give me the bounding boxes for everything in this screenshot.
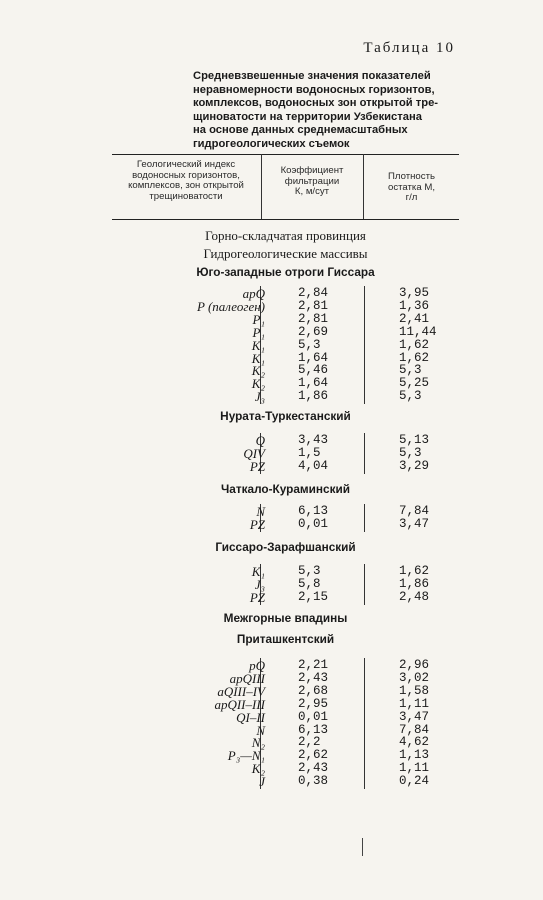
residue-density: 1,86 xyxy=(399,576,430,591)
table-label: Таблица 10 xyxy=(363,40,455,56)
caption-line: щиноватости на территории Узбекистана xyxy=(193,110,422,123)
residue-density: 2,48 xyxy=(399,589,430,604)
column-header-density: Плотность остатка М, г/л xyxy=(387,171,435,204)
residue-density: 5,3 xyxy=(399,445,422,460)
residue-density: 1,11 xyxy=(399,761,430,776)
province-title: Горно-складчатая провинция xyxy=(205,228,366,243)
subprovince-title: Гидрогеологические массивы xyxy=(203,246,368,261)
group-title: Гиссаро-Зарафшанский xyxy=(215,540,356,554)
residue-density: 1,11 xyxy=(399,696,430,711)
filtration-coefficient: 5,8 xyxy=(298,576,321,591)
geologic-index: K₂ xyxy=(251,376,265,392)
geologic-index: PZ xyxy=(249,516,265,532)
geologic-index: N₂ xyxy=(251,735,265,751)
section-title-intermountain: Межгорные впадины xyxy=(223,611,348,625)
residue-density: 1,62 xyxy=(399,337,430,352)
caption-line: на основе данных среднемасштабных xyxy=(193,124,408,137)
filtration-coefficient: 2,15 xyxy=(298,589,329,604)
geologic-index: N xyxy=(256,504,265,519)
residue-density: 1,58 xyxy=(399,683,430,698)
geologic-index: PZ xyxy=(249,458,265,474)
filtration-coefficient: 6,13 xyxy=(298,504,329,518)
header-top-rule xyxy=(112,154,459,155)
caption-line: гидрогеологических съемок xyxy=(193,137,350,150)
filtration-coefficient: 6,13 xyxy=(298,722,329,737)
caption-line: комплексов, водоносных зон открытой тре- xyxy=(193,97,439,110)
residue-density: 3,47 xyxy=(399,709,430,724)
table-row xyxy=(112,460,459,473)
geologic-index: N xyxy=(256,722,265,738)
table-row xyxy=(112,339,459,352)
residue-density: 3,47 xyxy=(399,516,430,531)
residue-density: 11,44 xyxy=(399,324,437,339)
column-header-index: Геологический индекс водоносных горизонтов, комплексов, зон открытой трещиноватости xyxy=(128,159,244,202)
residue-density: 5,3 xyxy=(399,363,422,378)
column-header-filtration: Коэффициент фильтрации К, м/сут xyxy=(280,165,344,198)
geologic-index: J₃ xyxy=(254,389,265,405)
table-row xyxy=(112,672,459,685)
filtration-coefficient: 2,68 xyxy=(298,683,329,698)
geologic-index: PZ xyxy=(249,589,265,605)
geologic-index: apQIII xyxy=(229,670,265,686)
table-row xyxy=(112,775,459,788)
geologic-index: K₁ xyxy=(251,564,265,579)
geologic-index: pQ xyxy=(249,658,265,673)
geologic-index: aQIII–IV xyxy=(217,683,265,699)
table-row xyxy=(112,711,459,724)
filtration-coefficient: 1,86 xyxy=(298,389,329,404)
residue-density: 1,62 xyxy=(399,350,430,365)
residue-density: 3,02 xyxy=(399,670,430,685)
filtration-coefficient: 0,38 xyxy=(298,774,329,789)
residue-density: 7,84 xyxy=(399,504,430,518)
table-row xyxy=(112,313,459,326)
geologic-index: P (палеоген) xyxy=(197,298,265,314)
filtration-coefficient: 5,3 xyxy=(298,564,321,578)
residue-density: 2,96 xyxy=(399,658,430,672)
filtration-coefficient: 2,43 xyxy=(298,761,329,776)
residue-density: 5,25 xyxy=(399,376,430,391)
residue-density: 1,36 xyxy=(399,298,430,313)
geologic-index: J xyxy=(259,774,265,790)
geologic-index: QI–II xyxy=(236,709,265,725)
residue-density: 3,95 xyxy=(399,286,430,300)
table-row xyxy=(112,300,459,313)
residue-density: 4,62 xyxy=(399,735,430,750)
filtration-coefficient: 0,01 xyxy=(298,709,329,724)
filtration-coefficient: 4,04 xyxy=(298,458,329,473)
group-title: Чаткало-Кураминский xyxy=(220,482,350,496)
geologic-index: K₁ xyxy=(251,350,265,366)
residue-density: 1,13 xyxy=(399,748,430,763)
filtration-coefficient: 2,95 xyxy=(298,696,329,711)
residue-density: 2,41 xyxy=(399,311,430,326)
table-row xyxy=(112,326,459,339)
geologic-index: K₁ xyxy=(251,337,265,353)
filtration-coefficient: 2,43 xyxy=(298,670,329,685)
geologic-index: J₃ xyxy=(254,576,265,592)
residue-density: 7,84 xyxy=(399,722,430,737)
filtration-coefficient: 2,2 xyxy=(298,735,321,750)
group-title: Приташкентский xyxy=(236,632,335,646)
filtration-coefficient: 3,43 xyxy=(298,433,329,447)
table-row xyxy=(112,578,459,591)
residue-density: 0,24 xyxy=(399,774,430,789)
group-title: Нурата-Туркестанский xyxy=(220,409,351,423)
geologic-index: apQ xyxy=(242,286,265,301)
table-row xyxy=(112,447,459,460)
residue-density: 1,62 xyxy=(399,564,430,578)
geologic-index: P₃—N₁ xyxy=(227,748,265,764)
geologic-index: K₂ xyxy=(251,761,265,777)
geologic-index: Q xyxy=(255,433,265,448)
table-row xyxy=(112,518,459,531)
header-bottom-rule xyxy=(112,219,459,220)
table-caption xyxy=(193,70,463,152)
caption-line: неравномерности водоносных горизонтов, xyxy=(193,83,435,96)
table-row xyxy=(112,685,459,698)
caption-line: Средневзвешенные значения показателей xyxy=(193,70,431,82)
filtration-coefficient: 2,62 xyxy=(298,748,329,763)
geologic-index: P₁ xyxy=(252,311,265,327)
group-title: Юго-западные отроги Гиссара xyxy=(196,265,375,279)
filtration-coefficient: 2,81 xyxy=(298,311,329,326)
table-row xyxy=(112,591,459,604)
filtration-coefficient: 2,81 xyxy=(298,298,329,313)
residue-density: 5,13 xyxy=(399,433,430,447)
filtration-coefficient: 0,01 xyxy=(298,516,329,531)
table-row xyxy=(112,390,459,403)
geologic-index: QIV xyxy=(243,445,265,461)
filtration-coefficient: 5,3 xyxy=(298,337,321,352)
filtration-coefficient: 2,84 xyxy=(298,286,329,300)
filtration-coefficient: 1,64 xyxy=(298,350,329,365)
geologic-index: P₁ xyxy=(252,324,265,340)
filtration-coefficient: 2,69 xyxy=(298,324,329,339)
residue-density: 3,29 xyxy=(399,458,430,473)
filtration-coefficient: 5,46 xyxy=(298,363,329,378)
filtration-coefficient: 1,64 xyxy=(298,376,329,391)
table-row xyxy=(112,698,459,711)
geologic-index: K₂ xyxy=(251,363,265,379)
filtration-coefficient: 1,5 xyxy=(298,445,321,460)
filtration-coefficient: 2,21 xyxy=(298,658,329,672)
residue-density: 5,3 xyxy=(399,389,422,404)
geologic-index: apQII–III xyxy=(214,696,265,712)
column-divider xyxy=(362,838,363,856)
